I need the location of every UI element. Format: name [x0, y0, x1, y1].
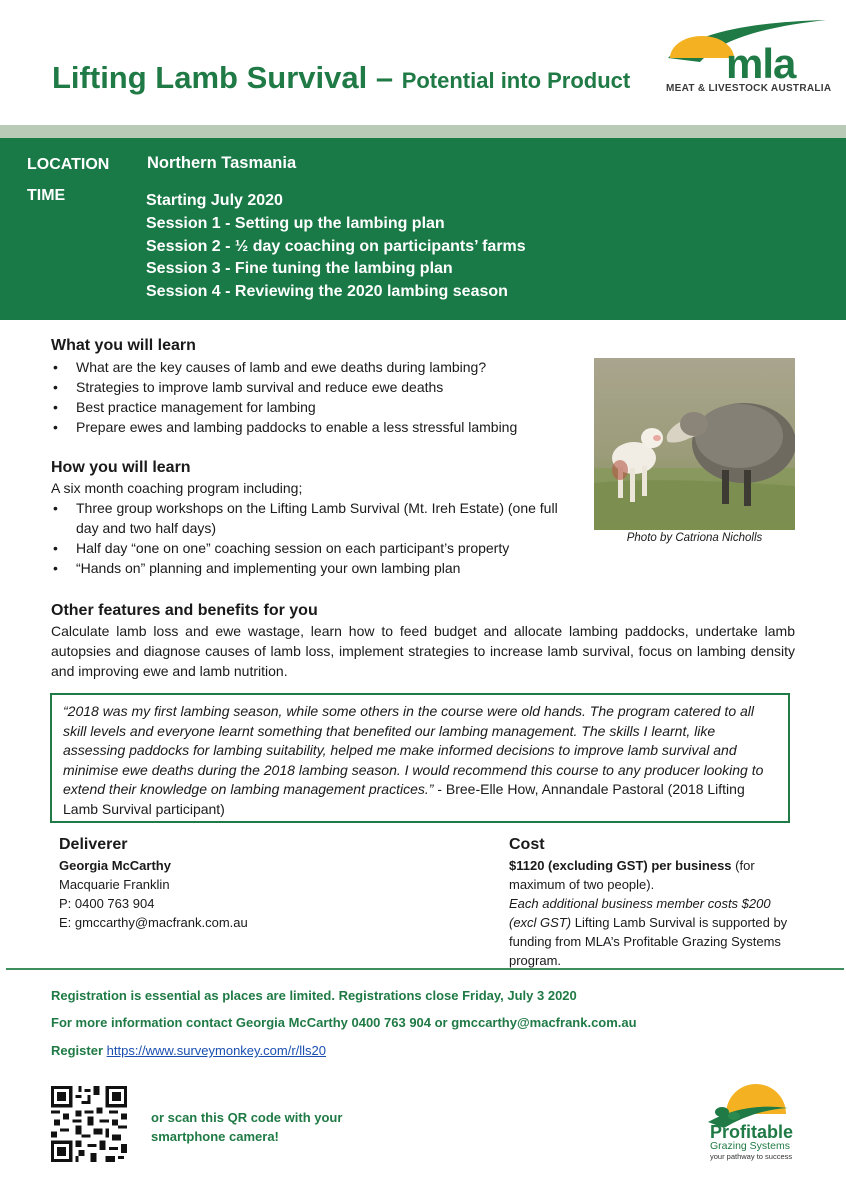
qr-code[interactable]	[51, 1086, 127, 1162]
features-heading: Other features and benefits for you	[51, 602, 318, 619]
deliverer-org: Macquarie Franklin	[59, 877, 170, 892]
register-link[interactable]: https://www.surveymonkey.com/r/lls20	[106, 1043, 327, 1058]
pgs-logo	[704, 1078, 814, 1164]
learn-heading: What you will learn	[51, 337, 196, 354]
deliverer-section	[59, 836, 459, 932]
list-item: • Best practice management for lambing	[51, 397, 591, 417]
deliverer-heading: Deliverer	[59, 836, 128, 853]
pgs-tagline: your pathway to success	[710, 1152, 793, 1161]
cost-heading: Cost	[509, 836, 545, 853]
qr-instructions: or scan this QR code with your smartphone camera!	[151, 1110, 343, 1144]
title-main: Lifting Lamb Survival –	[52, 60, 402, 95]
list-item: • “Hands on” planning and implementing your own lambing plan	[51, 558, 583, 578]
session-1: Session 1 - Setting up the lambing plan	[146, 215, 445, 232]
session-2: Session 2 - ½ day coaching on participants’ farms	[146, 238, 526, 255]
divider	[6, 968, 844, 970]
page-title	[52, 60, 630, 96]
deliverer-name: Georgia McCarthy	[59, 858, 171, 873]
cost-price: $1120 (excluding GST) per business	[509, 858, 732, 873]
session-3: Session 3 - Fine tuning the lambing plan	[146, 260, 453, 277]
contact-line: For more information contact Georgia McCarthy 0400 763 904 or gmccarthy@macfrank.com.au	[51, 1015, 637, 1030]
list-item: • Prepare ewes and lambing paddocks to enable a less stressful lambing	[51, 417, 591, 437]
mla-subtitle: MEAT & LIVESTOCK AUSTRALIA	[666, 83, 832, 94]
mla-wordmark: mla	[726, 40, 796, 87]
features-text: Calculate lamb loss and ewe wastage, learn how to feed budget and allocate lambing paddocks, undertake lamb autopsies and diagnose causes of lamb loss, implement strategies to increase lamb survival, focus on lambing density and improving ewe and lamb nutrition.	[51, 623, 795, 679]
cost-price-line	[509, 856, 794, 894]
register-line	[51, 1043, 326, 1058]
list-item: • Half day “one on one” coaching session on each participant’s property	[51, 538, 583, 558]
registration-notice: Registration is essential as places are limited. Registrations close Friday, July 3 2020	[51, 988, 577, 1003]
cost-funding: Lifting Lamb Survival is supported by funding from MLA’s Profitable Grazing Systems program.	[509, 915, 788, 968]
event-info-band	[0, 138, 846, 320]
cost-additional: Each additional business member costs $200 (excl GST)	[509, 896, 771, 930]
cost-additional-line	[509, 894, 794, 970]
register-label: Register	[51, 1043, 107, 1058]
location-label: LOCATION	[27, 156, 110, 173]
pgs-name-2: Grazing Systems	[710, 1140, 790, 1152]
how-heading: How you will learn	[51, 459, 191, 476]
how-intro: A six month coaching program including;	[51, 480, 303, 496]
deliverer-email[interactable]: E: gmccarthy@macfrank.com.au	[59, 915, 248, 930]
how-section	[51, 459, 583, 578]
testimonial	[63, 702, 779, 819]
grey-band	[0, 125, 846, 138]
features-section	[51, 602, 795, 681]
how-list	[51, 498, 583, 578]
session-4: Session 4 - Reviewing the 2020 lambing season	[146, 283, 508, 300]
list-item: • What are the key causes of lamb and ewe deaths during lambing?	[51, 357, 591, 377]
start-date: Starting July 2020	[146, 192, 283, 209]
deliverer-phone: P: 0400 763 904	[59, 896, 155, 911]
location-value: Northern Tasmania	[147, 154, 297, 172]
photo-caption: Photo by Catriona Nicholls	[626, 532, 763, 544]
learn-list	[51, 357, 591, 437]
lamb-photo	[594, 358, 795, 530]
cost-price-note: (for maximum of two people).	[509, 858, 755, 892]
testimonial-attribution: - Bree-Elle How, Annandale Pastoral (2018 Lifting Lamb Survival participant)	[63, 781, 745, 817]
pgs-name: Profitable	[710, 1122, 794, 1142]
list-item: • Three group workshops on the Lifting Lamb Survival (Mt. Ireh Estate) (one full day and two half days)	[51, 498, 583, 538]
testimonial-quote: “2018 was my first lambing season, while some others in the course were old hands. The program catered to all skill levels and everyone learnt something that benefited our lambing management. The skills I learnt, like assessing paddocks for lambing suitability, helped me make informed decisions to improve lamb survival and minimise ewe deaths during the 2018 lambing season. I would recommend this course to any producer looking to extend their knowledge on lambing management practices.”	[63, 703, 764, 797]
learn-section	[51, 337, 591, 437]
title-sub: Potential into Product	[401, 68, 631, 93]
list-item: • Strategies to improve lamb survival and reduce ewe deaths	[51, 377, 591, 397]
time-label: TIME	[27, 187, 66, 204]
cost-section	[509, 836, 794, 970]
testimonial-box	[50, 693, 790, 823]
